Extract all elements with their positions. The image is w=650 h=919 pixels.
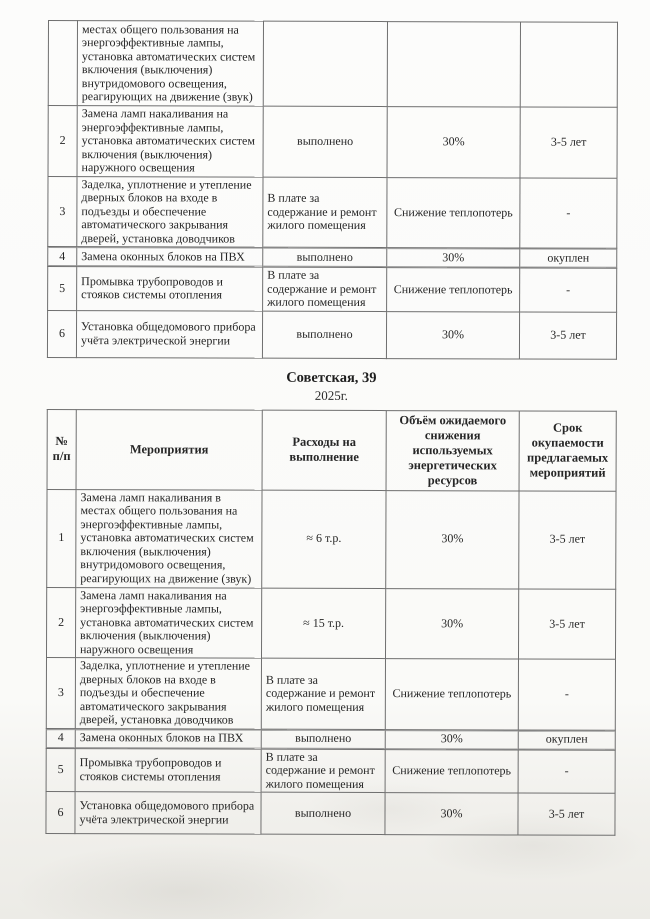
cell-row-number: 4: [48, 247, 77, 267]
cell-payback: окуплен: [520, 248, 617, 268]
cell-payback: 3-5 лет: [518, 588, 615, 659]
table-continuation: [47, 20, 618, 359]
cell-activity: Замена ламп накаливания на энергоэффективные лампы, установка автоматических систем включения (выключения) наружного освещения: [75, 587, 261, 658]
cell-reduction: [387, 22, 520, 107]
cell-activity: Замена ламп накаливания в местах общего пользования на энергоэффективные лампы, установка автоматических систем включения (выключения) внутридомового освещения, реагирующих на движение (звук): [76, 489, 262, 588]
cell-reduction: 30%: [385, 588, 518, 659]
cell-payback: 3-5 лет: [519, 490, 616, 588]
cell-reduction: 30%: [386, 311, 519, 358]
cell-row-number: 3: [46, 657, 75, 728]
cell-row-number: 2: [48, 106, 77, 177]
table-row: [46, 791, 615, 835]
cell-row-number: 5: [46, 748, 75, 792]
header-cost: Расходы на выполнение: [262, 410, 386, 490]
cell-activity: Заделка, уплотнение и утепление дверных блоков на входе в подъезды и обеспечение автоматического закрывания дверей, установка доводчиков: [77, 176, 263, 247]
table-header-row: [47, 409, 616, 491]
header-reduction: Объём ожидаемого снижения используемых энергетических ресурсов: [386, 410, 519, 490]
cell-row-number: [48, 21, 77, 106]
cell-payback: [520, 22, 617, 107]
address-heading: Советская, 39: [286, 369, 377, 386]
table-row: [48, 267, 617, 312]
cell-row-number: 2: [46, 587, 75, 658]
cell-payback: -: [520, 268, 617, 312]
cell-reduction: Снижение теплопотерь: [385, 749, 518, 793]
cell-activity: Установка общедомового прибора учёта электрической энергии: [76, 310, 262, 358]
cell-payback: 3-5 лет: [518, 793, 615, 835]
cell-cost: ≈ 6 т.р.: [262, 490, 386, 588]
header-activity: Мероприятия: [76, 409, 262, 490]
cell-reduction: 30%: [387, 107, 520, 178]
cell-reduction: 30%: [385, 793, 518, 835]
cell-reduction: 30%: [387, 248, 520, 268]
cell-row-number: 4: [46, 728, 75, 748]
table-row: [48, 247, 617, 269]
cell-activity: Замена оконных блоков на ПВХ: [75, 728, 261, 749]
cell-row-number: 5: [48, 267, 77, 311]
cell-cost: выполнено: [261, 729, 385, 749]
cell-reduction: Снижение теплопотерь: [387, 268, 520, 312]
cell-activity: Промывка трубопроводов и стояков системы отопления: [75, 748, 261, 792]
cell-activity: местах общего пользования на энергоэффективные лампы, установка автоматических систем включения (выключения) внутридомового освещения, реагирующих на движение (звук): [77, 21, 263, 107]
cell-cost: выполнено: [263, 247, 387, 267]
table-row: [48, 176, 617, 248]
table-row: [48, 21, 617, 108]
cell-cost: В плате за содержание и ремонт жилого помещения: [263, 177, 387, 248]
cell-payback: -: [520, 177, 617, 248]
cell-activity: Замена оконных блоков на ПВХ: [77, 247, 263, 268]
cell-cost: В плате за содержание и ремонт жилого помещения: [263, 267, 387, 311]
cell-reduction: 30%: [385, 729, 518, 749]
cell-activity: Установка общедомового прибора учёта электрической энергии: [75, 792, 261, 835]
cell-row-number: 3: [48, 176, 77, 247]
cell-cost: выполнено: [261, 792, 385, 834]
cell-activity: Замена ламп накаливания на энергоэффективные лампы, установка автоматических систем включения (выключения) наружного освещения: [77, 106, 263, 177]
table-row: [46, 728, 615, 750]
cell-payback: окуплен: [518, 729, 615, 749]
header-row-number: № п/п: [47, 409, 76, 489]
cell-cost: В плате за содержание и ремонт жилого помещения: [261, 658, 385, 729]
cell-cost: [263, 21, 387, 106]
cell-payback: 3-5 лет: [519, 311, 616, 358]
cell-payback: -: [518, 659, 615, 730]
cell-payback: -: [518, 749, 615, 793]
cell-payback: 3-5 лет: [520, 107, 617, 178]
cell-reduction: Снижение теплопотерь: [387, 177, 520, 248]
table-row: [47, 310, 616, 359]
cell-cost: ≈ 15 т.р.: [261, 588, 385, 659]
table-row: [47, 489, 616, 589]
table-row: [46, 748, 615, 793]
cell-row-number: 6: [46, 791, 75, 833]
cell-cost: В плате за содержание и ремонт жилого помещения: [261, 749, 385, 793]
header-payback: Срок окупаемости предлагаемых мероприятий: [519, 410, 616, 490]
cell-cost: выполнено: [262, 311, 386, 358]
table-main: [45, 408, 616, 835]
cell-reduction: 30%: [386, 490, 519, 588]
table-row: [46, 657, 615, 729]
table-row: [46, 587, 615, 659]
document-content: [45, 20, 617, 836]
cell-row-number: 6: [47, 310, 76, 357]
cell-activity: Заделка, уплотнение и утепление дверных блоков на входе в подъезды и обеспечение автоматического закрывания дверей, установка доводчиков: [75, 658, 261, 729]
year-subheading: 2025г.: [314, 387, 348, 403]
cell-cost: выполнено: [263, 106, 387, 177]
table-row: [48, 106, 617, 178]
cell-row-number: 1: [47, 489, 76, 587]
cell-reduction: Снижение теплопотерь: [385, 659, 518, 730]
cell-activity: Промывка трубопроводов и стояков системы отопления: [77, 267, 263, 311]
